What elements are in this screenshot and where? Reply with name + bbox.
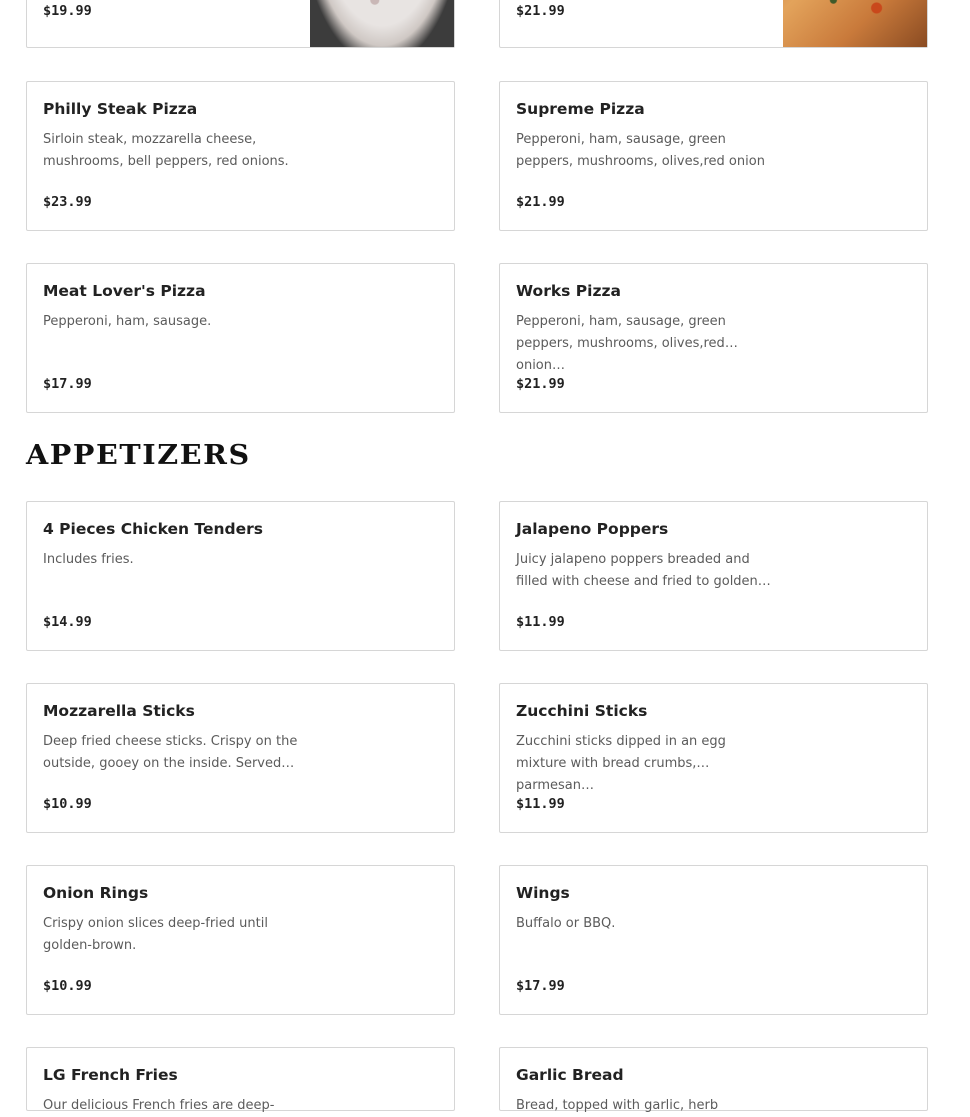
item-name: Wings [516, 884, 570, 902]
item-name: Meat Lover's Pizza [43, 282, 206, 300]
menu-item-card[interactable] [499, 1047, 928, 1111]
item-name: LG French Fries [43, 1066, 178, 1084]
item-name: Onion Rings [43, 884, 149, 902]
item-name: Jalapeno Poppers [516, 520, 669, 538]
item-description: Sirloin steak, mozzarella cheese, mushrooms, bell peppers, red onions. [43, 132, 289, 169]
section-title-appetizers: APPETIZERS [26, 440, 251, 471]
item-name: 4 Pieces Chicken Tenders [43, 520, 263, 538]
item-price: $21.99 [516, 194, 565, 210]
menu-item-card[interactable] [26, 1047, 455, 1111]
menu-item-card[interactable] [499, 683, 928, 833]
item-description: Bread, topped with garlic, herb [516, 1098, 719, 1113]
item-description: Pepperoni, ham, sausage, green peppers, mushrooms, olives,red onion… [516, 314, 726, 373]
item-price: $21.99 [516, 3, 565, 19]
item-price: $11.99 [516, 614, 565, 630]
menu-item-card[interactable] [499, 0, 928, 48]
item-name: Supreme Pizza [516, 100, 645, 118]
item-price: $10.99 [43, 796, 92, 812]
item-description: Juicy jalapeno poppers breaded and filled with cheese and fried to golden… [516, 552, 771, 589]
item-price: $14.99 [43, 614, 92, 630]
item-description: Crispy onion slices deep-fried until golden-brown. [43, 916, 268, 953]
menu-item-card[interactable] [26, 501, 455, 651]
item-price: $11.99 [516, 796, 565, 812]
item-price: $10.99 [43, 978, 92, 994]
item-description: Includes fries. [43, 552, 134, 567]
menu-item-card[interactable] [499, 501, 928, 651]
menu-item-card[interactable] [26, 0, 455, 48]
menu-item-card[interactable] [26, 263, 455, 413]
item-description: Pepperoni, ham, sausage, green peppers, mushrooms, olives,red onion [516, 132, 765, 169]
menu-item-card[interactable] [26, 81, 455, 231]
item-name: Mozzarella Sticks [43, 702, 195, 720]
item-photo [310, 0, 454, 47]
menu-item-card[interactable] [499, 81, 928, 231]
item-description: Pepperoni, ham, sausage. [43, 314, 212, 329]
menu-item-card[interactable] [499, 263, 928, 413]
item-price: $23.99 [43, 194, 92, 210]
item-name: Zucchini Sticks [516, 702, 648, 720]
item-name: Philly Steak Pizza [43, 100, 198, 118]
item-price: $21.99 [516, 376, 565, 392]
item-description: Zucchini sticks dipped in an egg mixture with bread crumbs, parmesan… [516, 734, 726, 793]
item-description: Deep fried cheese sticks. Crispy on the outside, gooey on the inside. Served… [43, 734, 298, 771]
menu-item-card[interactable] [26, 683, 455, 833]
menu-item-card[interactable] [26, 865, 455, 1015]
item-description: Our delicious French fries are deep- [43, 1098, 275, 1113]
item-description: Buffalo or BBQ. [516, 916, 616, 931]
menu-item-card[interactable] [499, 865, 928, 1015]
item-price: $19.99 [43, 3, 92, 19]
item-price: $17.99 [516, 978, 565, 994]
item-name: Works Pizza [516, 282, 621, 300]
item-photo [783, 0, 927, 47]
item-name: Garlic Bread [516, 1066, 624, 1084]
item-price: $17.99 [43, 376, 92, 392]
